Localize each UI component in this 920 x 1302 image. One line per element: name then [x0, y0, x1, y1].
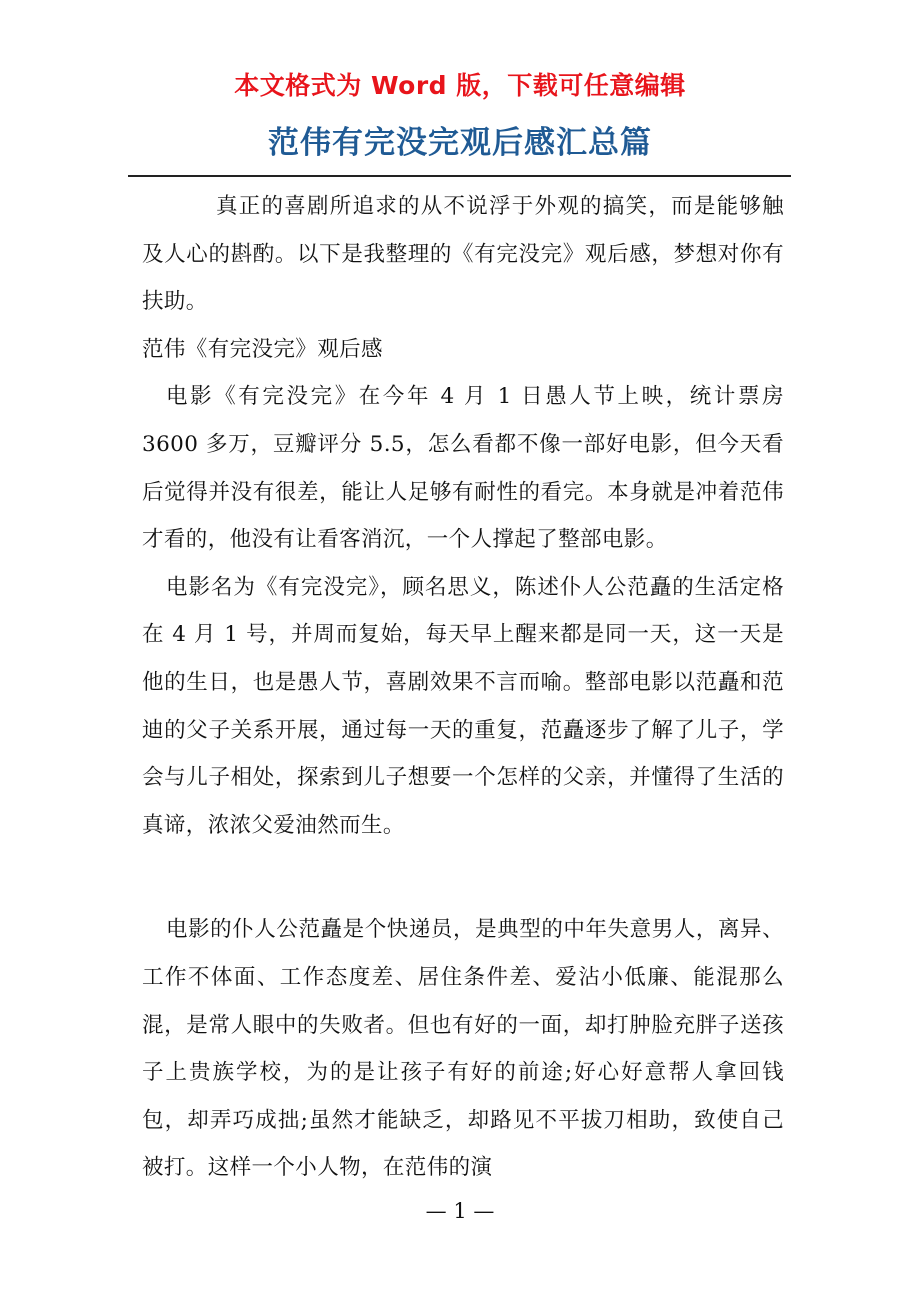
format-notice-banner: 本文格式为 Word 版，下载可任意编辑 — [234, 71, 686, 100]
intro-paragraph: 真正的喜剧所追求的从不说浮于外观的搞笑，而是能够触及人心的斟酌。以下是我整理的《有完没完》观后感，梦想对你有扶助。 — [142, 194, 784, 315]
body-paragraph-3: 电影的仆人公范矗是个快递员，是典型的中年失意男人，离异、工作不体面、工作态度差、居住条件差、爱沾小低廉、能混那么混，是常人眼中的失败者。但也有好的一面，却打肿脸充胖子送孩子上贵族学校，为的是让孩子有好的前途;好心好意帮人拿回钱包，却弄巧成拙;虽然才能缺乏，却路见不平拔刀相助，致使自己被打。这样一个小人物，在范伟的演 — [142, 917, 784, 1181]
title-divider — [128, 175, 791, 177]
document-title: 范伟有完没完观后感汇总篇 — [268, 125, 652, 161]
body-paragraph-2: 电影名为《有完没完》，顾名思义，陈述仆人公范矗的生活定格在 4 月 1 号，并周而复始，每天早上醒来都是同一天，这一天是他的生日，也是愚人节，喜剧效果不言而喻。整部电影以范矗和范迪的父子关系开展，通过每一天的重复，范矗逐步了解了儿子，学会与儿子相处，探索到儿子想要一个怎样的父亲，并懂得了生活的真谛，浓浓父爱油然而生。 — [142, 574, 784, 838]
paragraph-spacer — [142, 849, 784, 906]
body-paragraph-1: 电影《有完没完》在今年 4 月 1 日愚人节上映，统计票房 3600 多万，豆瓣评分 5.5，怎么看都不像一部好电影，但今天看后觉得并没有很差，能让人足够有耐性的看完。本身就是冲着范伟才看的，他没有让看客消沉，一个人撑起了整部电影。 — [142, 384, 784, 553]
document-body — [142, 183, 784, 1192]
section-subheading: 范伟《有完没完》观后感 — [142, 336, 383, 362]
page-number: — 1 — — [425, 1199, 495, 1223]
